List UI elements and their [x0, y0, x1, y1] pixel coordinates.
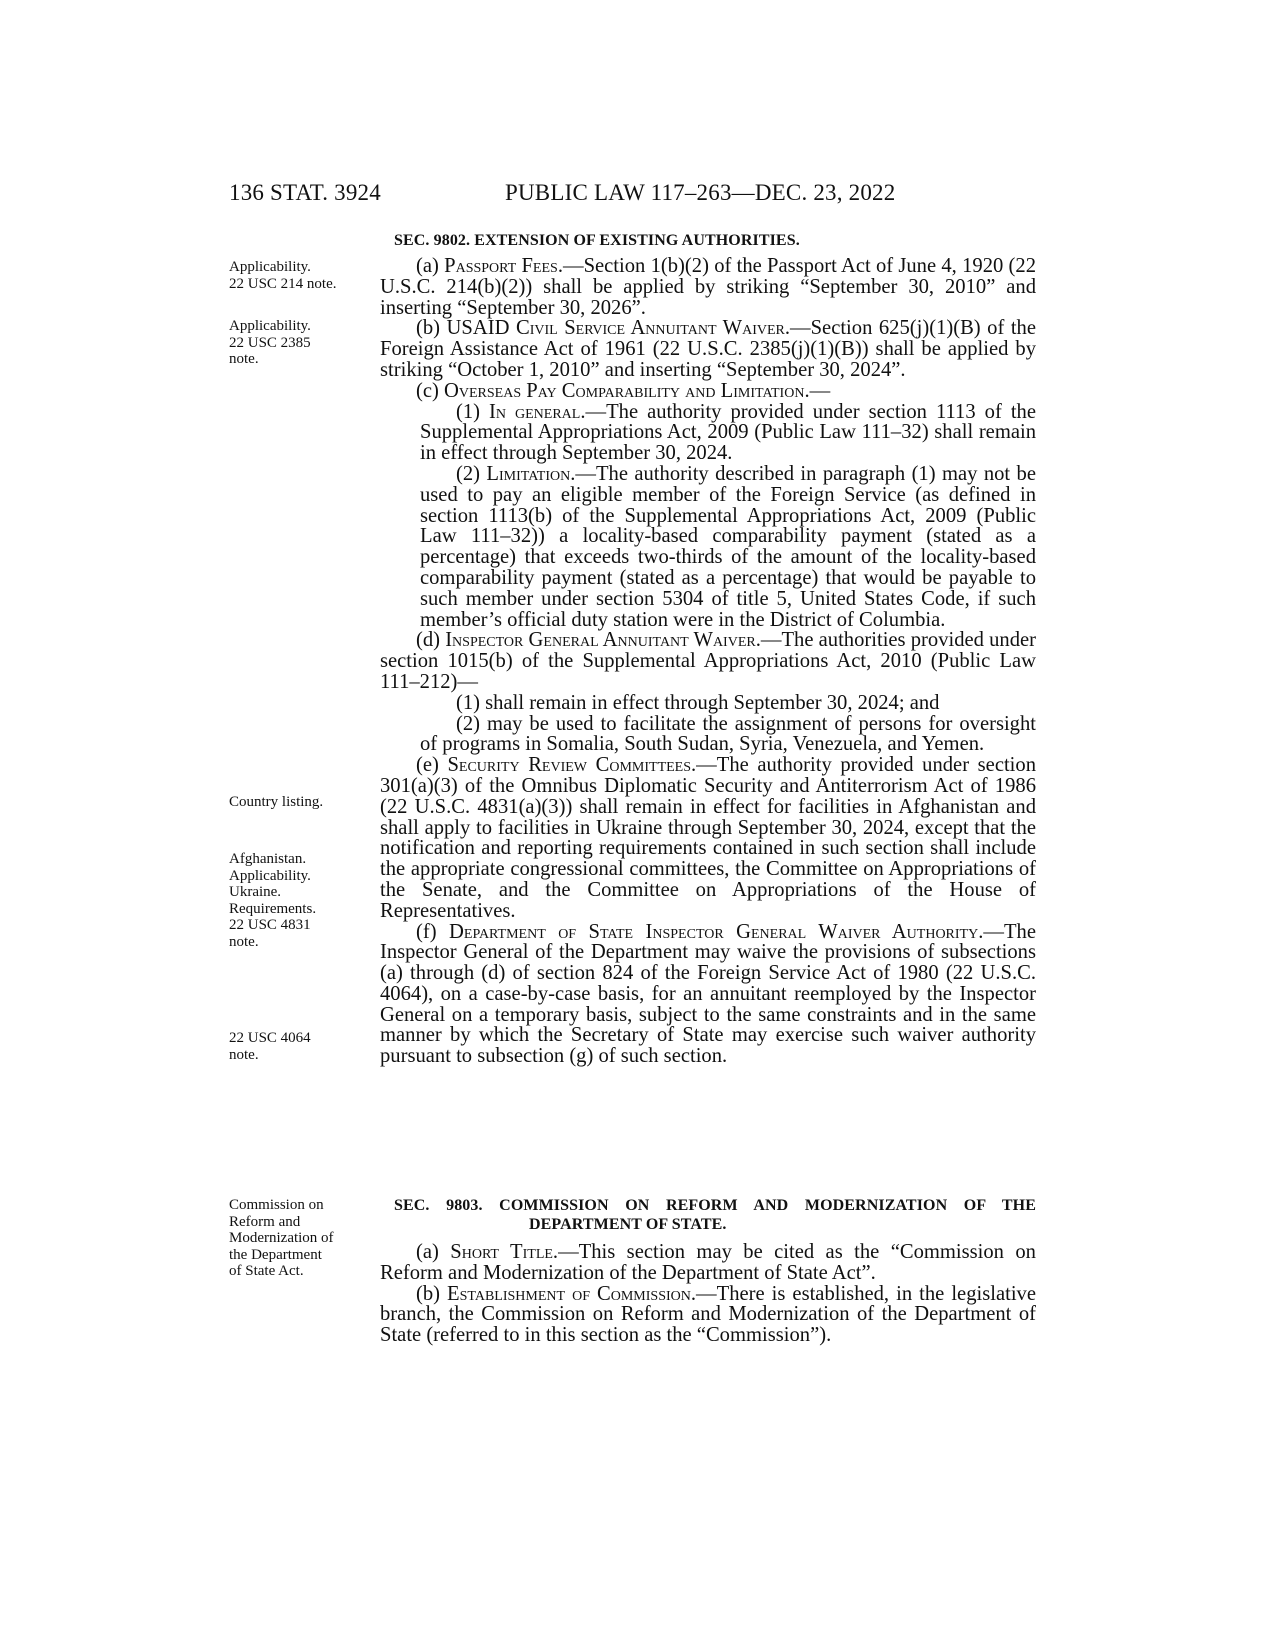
section-9802 — [380, 231, 1036, 1067]
subsection-lead: (b) — [416, 1282, 448, 1305]
margin-note-text: Country listing. — [229, 794, 324, 810]
subsection-text: .—The authorities provided under section 1015(b) of the Supplemental Appropriations Act, 2010 (Public Law 111–212)— — [380, 629, 1036, 693]
margin-note-text: 22 USC 4064 note. — [229, 1030, 311, 1063]
margin-note-22usc4064 — [229, 1030, 374, 1063]
margin-note-text: Applicability. 22 USC 2385 note. — [229, 318, 311, 367]
paragraph-lead: (1) — [456, 400, 490, 423]
paragraph-d2: (2) may be used to facilitate the assignment of persons for oversight of programs in Somalia, South Sudan, Syria, Venezuela, and Yemen. — [420, 712, 1036, 756]
margin-note-country-listing — [229, 794, 374, 811]
subsection-caption: Passport Fees — [444, 255, 558, 277]
subsection-lead: (d) — [416, 629, 446, 652]
subsection-caption: Department of State Inspector General Waiver Authority — [449, 920, 979, 943]
margin-note-afghanistan — [229, 851, 374, 950]
subsection-b — [380, 1284, 1036, 1346]
paragraph-lead: (2) — [456, 462, 487, 485]
paragraph-caption: Limitation — [486, 462, 571, 485]
subsection-caption: USAID Civil Service Annuitant Waiver — [446, 317, 785, 340]
paragraph-text: .—The authority provided under section 1113 of the Supplemental Appropriations Act, 2009 (Public Law 111–32) shall remain in effect through September 30, 2024. — [420, 400, 1036, 465]
paragraph-c1 — [380, 402, 1036, 464]
subsection-a — [380, 256, 1036, 318]
subsection-text: .—Section 625(j)(1)(B) of the Foreign Assistance Act of 1961 (22 U.S.C. 2385(j)(1)(B)) shall be applied by striking “October 1, 2010” and inserting “September 30, 2024”. — [380, 317, 1036, 381]
subsection-text: .—There is established, in the legislative branch, the Commission on Reform and Modernization of the Department of State (referred to in this section as the “Commission”). — [380, 1282, 1036, 1347]
subsection-text: .—The authority provided under section 301(a)(3) of the Omnibus Diplomatic Security and Antiterrorism Act of 1986 (22 U.S.C. 4831(a)(3)) shall remain in effect for facilities in Afghanistan and shall apply to facilities in Ukraine through September 30, 2024, except that the notification and reporting requirements contained in such section shall include the appropriate congressional committees, the Committee on Appropriations of the Senate, and the Committee on Appropriations of the House of Representatives. — [380, 754, 1036, 922]
subsection-text: .—The Inspector General of the Department may waive the provisions of subsections (a) through (d) of section 824 of the Foreign Service Act of 1980 (22 U.S.C. 4064), on a case-by-case basis, for an annuitant reemployed by the Inspector General on a temporary basis, subject to the same constraints and in the same manner by which the Secretary of State may exercise such waiver authority pursuant to subsection (g) of such section. — [380, 920, 1036, 1068]
subsection-text: .—Section 1(b)(2) of the Passport Act of June 4, 1920 (22 U.S.C. 214(b)(2)) shall be applied by striking “September 30, 2010” and inserting “September 30, 2026”. — [380, 255, 1037, 319]
paragraph-c2 — [380, 464, 1036, 630]
subsection-lead: (a) — [416, 255, 445, 277]
subsection-lead: (f) — [416, 920, 450, 943]
subsection-lead: (c) — [416, 379, 445, 402]
page-law-title: PUBLIC LAW 117–263—DEC. 23, 2022 — [505, 180, 896, 205]
section-heading: SEC. 9802. EXTENSION OF EXISTING AUTHORITIES. — [394, 232, 800, 249]
margin-note-usaid — [229, 318, 374, 368]
subsection-caption: Establishment of Commission — [447, 1282, 691, 1305]
paragraph-caption: In general — [489, 400, 581, 423]
subsection-lead: (e) — [416, 754, 448, 777]
subsection-text: .—This section may be cited as the “Commission on Reform and Modernization of the Department of State Act”. — [380, 1241, 1036, 1284]
subsection-d — [380, 630, 1036, 692]
margin-note-text: Applicability. 22 USC 214 note. — [229, 259, 337, 292]
subsection-f — [380, 922, 1036, 1068]
margin-note-text: Commission on Reform and Modernization of the Department of State Act. — [229, 1197, 334, 1279]
subsection-caption: Inspector General Annuitant Waiver — [445, 629, 756, 652]
subsection-caption: Short Title — [450, 1241, 553, 1263]
margin-note-passport — [229, 259, 374, 292]
subsection-lead: (b) — [416, 317, 447, 340]
paragraph-text: .—The authority described in paragraph (1) may not be used to pay an eligible member of the Foreign Service (as defined in section 1113(b) of the Supplemental Appropriations Act, 2009 (Public Law 111–32)) a locality-based comparability payment (stated as a percentage) that exceeds two-thirds of the amount of the locality-based comparability payment (stated as a percentage) that would be payable to such member under section 5304 of title 5, United States Code, if such member’s official duty station were in the District of Columbia. — [420, 462, 1036, 631]
subsection-e — [380, 755, 1036, 921]
subsection-b — [380, 318, 1036, 380]
margin-note-text: Afghanistan. Applicability. Ukraine. Requirements. 22 USC 4831 note. — [229, 851, 317, 950]
page-stat-number: 136 STAT. 3924 — [229, 180, 381, 205]
margin-note-commission — [229, 1197, 374, 1280]
subsection-lead: (a) — [416, 1241, 451, 1263]
section-9803 — [380, 1196, 1036, 1346]
subsection-c — [380, 381, 1036, 402]
subsection-caption: Overseas Pay Comparability and Limitation — [444, 379, 805, 402]
subsection-a — [380, 1242, 1036, 1284]
subsection-caption: Security Review Committees — [447, 754, 692, 777]
paragraph-d1: (1) shall remain in effect through September 30, 2024; and — [456, 691, 940, 714]
subsection-text: .— — [804, 379, 831, 402]
section-heading: SEC. 9803. COMMISSION ON REFORM AND MODERNIZATION OF THE DEPARTMENT OF STATE. — [394, 1197, 1036, 1233]
